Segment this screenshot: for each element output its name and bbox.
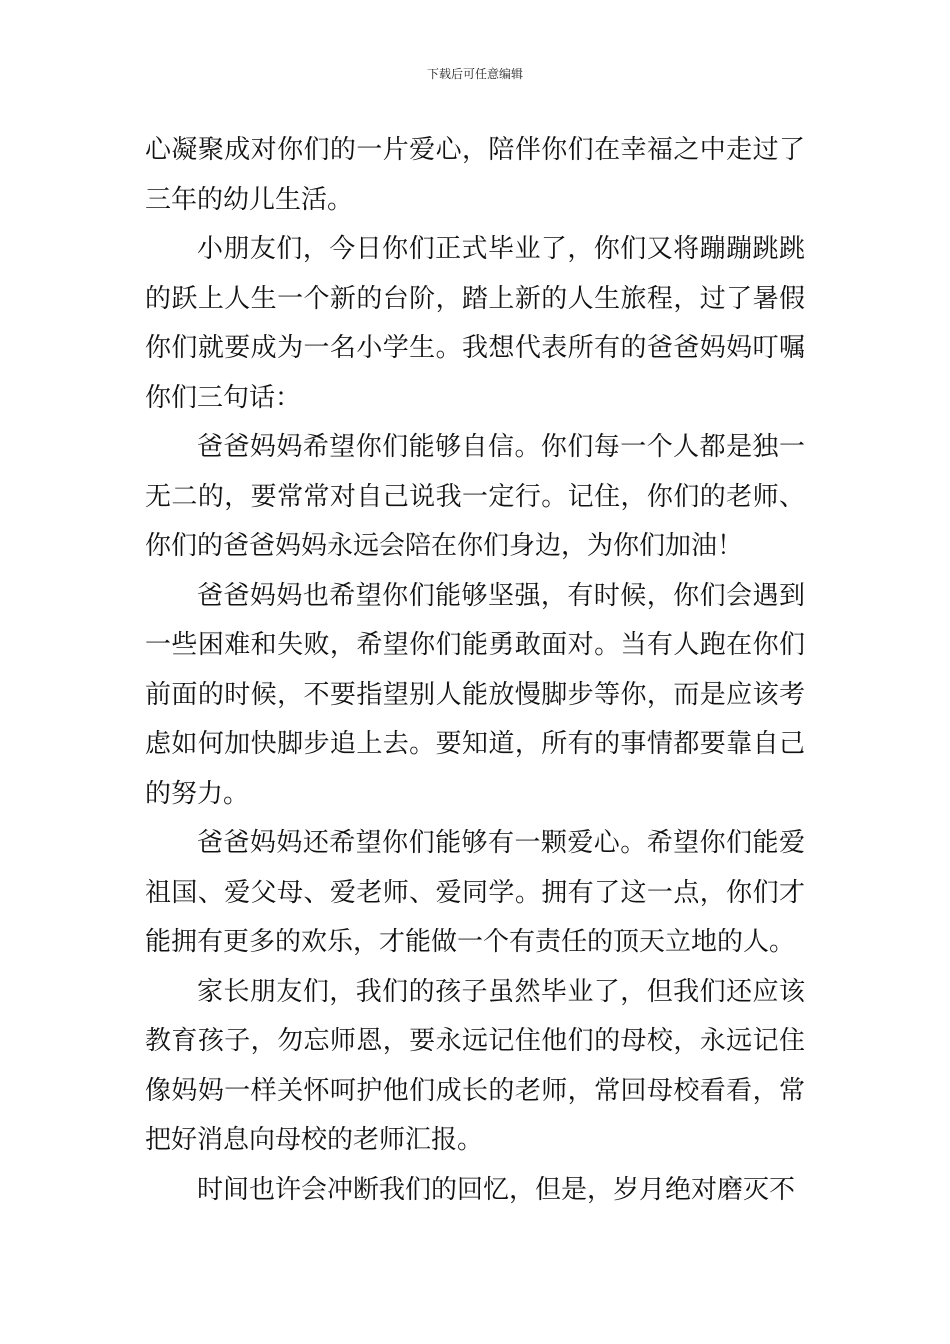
document-body (145, 126, 805, 1215)
paragraph: 爸爸妈妈还希望你们能够有一颗爱心。希望你们能爱祖国、爱父母、爱老师、爱同学。拥有了这一点，你们才能拥有更多的欢乐，才能做一个有责任的顶天立地的人。 (145, 828, 805, 957)
paragraph: 心凝聚成对你们的一片爱心，陪伴你们在幸福之中走过了三年的幼儿生活。 (145, 135, 805, 215)
paragraph: 小朋友们，今日你们正式毕业了，你们又将蹦蹦跳跳的跃上人生一个新的台阶，踏上新的人生旅程，过了暑假你们就要成为一名小学生。我想代表所有的爸爸妈妈叮嘱你们三句话： (145, 234, 805, 413)
paragraph: 时间也许会冲断我们的回忆，但是，岁月绝对磨灭不 (197, 1174, 796, 1205)
page-header: 下载后可任意编辑 (426, 67, 523, 81)
paragraph: 爸爸妈妈也希望你们能够坚强，有时候，你们会遇到一些困难和失败，希望你们能勇敢面对。当有人跑在你们前面的时候，不要指望别人能放慢脚步等你，而是应该考虑如何加快脚步追上去。要知道，所有的事情都要靠自己的努力。 (145, 580, 805, 809)
paragraph: 家长朋友们，我们的孩子虽然毕业了，但我们还应该教育孩子，勿忘师恩，要永远记住他们的母校，永远记住像妈妈一样关怀呵护他们成长的老师，常回母校看看，常把好消息向母校的老师汇报。 (145, 976, 805, 1155)
paragraph: 爸爸妈妈希望你们能够自信。你们每一个人都是独一无二的，要常常对自己说我一定行。记住，你们的老师、你们的爸爸妈妈永远会陪在你们身边，为你们加油！ (145, 432, 805, 561)
